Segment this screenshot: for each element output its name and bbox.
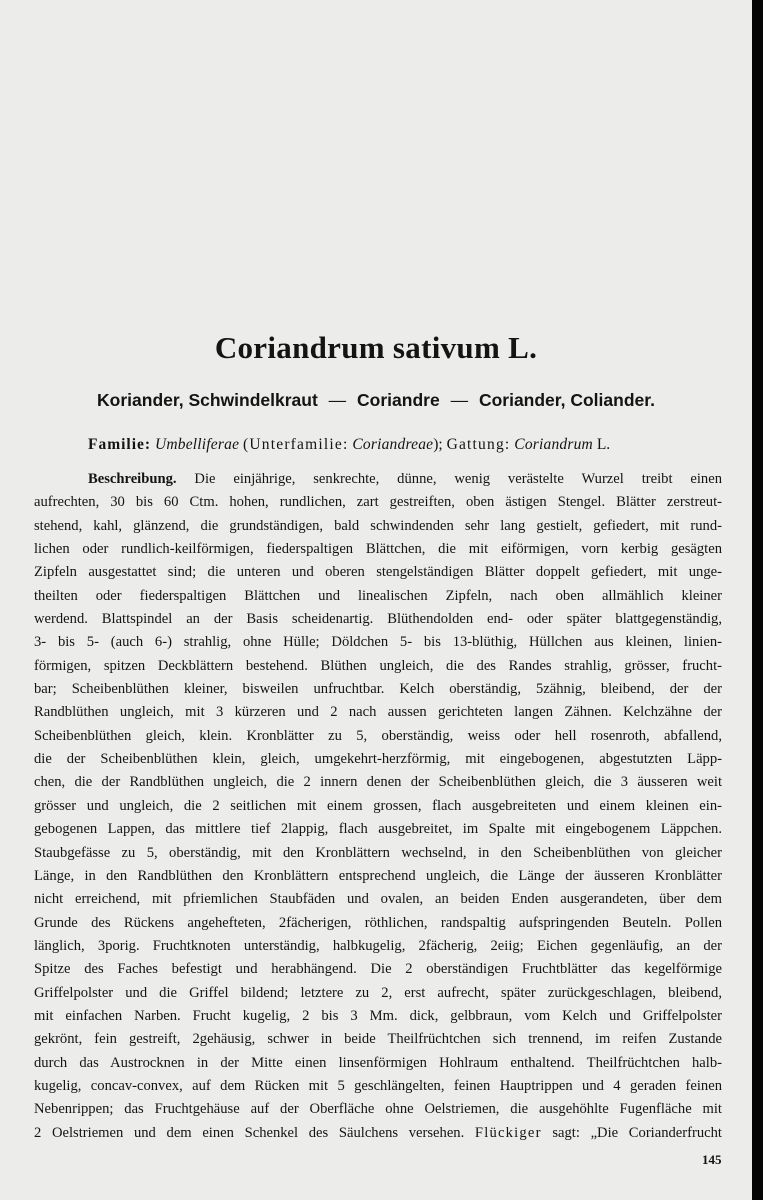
text-line: länglich, 3porig. Fruchtknoten unterständig, halbkugelig, 2fächerig, 2eiig; Eichen gegenläufig, an der <box>34 937 722 954</box>
text-line: kugelig, concav-convex, auf dem Rücken mit 5 geschlängelten, feinen Hauptrippen und 4 geraden feinen <box>34 1077 722 1094</box>
text-line: werdend. Blattspindel an der Basis scheidenartig. Blüthendolden end- oder später blattgegenständig, <box>34 611 722 628</box>
text-line: bar; Scheibenblüthen kleiner, bisweilen unfruchtbar. Kelch oberständig, 5zähnig, bleibend, der der <box>34 681 722 698</box>
text-line: Griffelpolster und die Griffel bildend; letztere zu 2, erst aufrecht, später zurückgeschlagen, bleibend, <box>34 984 722 1001</box>
text-line: gebogenen Lappen, das mittlere tief 2lappig, flach ausgebreitet, im Spalte mit eingebogenem Läppchen. <box>34 821 722 838</box>
text-line: nicht erreichend, mit pfriemlichen Staubfäden und ovalen, an beiden Enden ausgerandeten, über dem <box>34 891 722 908</box>
text-line: Scheibenblüthen gleich, klein. Kronblätter zu 5, oberständig, weiss oder hell rosenroth, abfallend, <box>34 727 722 744</box>
text-line: mit einfachen Narben. Frucht kugelig, 2 bis 3 Mm. dick, gelbbraun, vom Kelch und Griffelpolster <box>34 1007 722 1024</box>
family-line <box>88 436 708 454</box>
text-line: Grunde des Rückens angehefteten, 2fächerigen, röthlichen, randspaltig aufspringenden Beuteln. Pollen <box>34 914 722 931</box>
page-number: 145 <box>702 1152 722 1167</box>
text-line: aufrechten, 30 bis 60 Ctm. hohen, rundlichen, zart gestreiften, oben ästigen Stengel. Blätter zerstreut- <box>34 494 722 511</box>
text-line: Zipfeln ausgestattet sind; die unteren und oberen stengelständigen Blätter doppelt gefiedert, mit unge- <box>34 564 722 581</box>
genus-name: Coriandrum <box>514 436 593 453</box>
text-line: Spitze des Faches befestigt und herabhängend. Die 2 oberständigen Fruchtblätter das kegelförmige <box>34 961 722 978</box>
text-line: lichen oder rundlich-keilförmigen, fiederspaltigen Blättchen, die mit eiförmigen, vorn kerbig gesägten <box>34 541 722 558</box>
common-name-english: Coriander, Coliander. <box>478 390 655 410</box>
genus-author: L. <box>596 436 611 453</box>
common-name-french: Coriandre <box>357 390 440 410</box>
author-name: Flückiger <box>474 1124 542 1141</box>
text-line: theilten oder fiederspaltigen Blättchen und linealischen Zipfeln, nach oben allmählich kleiner <box>34 587 722 604</box>
text-line: Länge, in den Randblüthen den Kronblättern entsprechend ungleich, die Länge der äusseren Kronblätter <box>34 867 722 884</box>
subfamily-label: (Unterfamilie: <box>243 436 349 453</box>
text-line: chen, die der Randblüthen ungleich, die 2 innern denen der Scheibenblüthen gleich, die 3 äusseren weit <box>34 774 722 791</box>
common-names <box>0 390 752 411</box>
scan-border <box>752 0 763 1200</box>
text-line: Staubgefässe zu 5, oberständig, mit den Kronblättern wechselnd, in den Scheibenblüthen von gleicher <box>34 844 722 861</box>
text-line: förmigen, spitzen Deckblättern bestehend. Blüthen ungleich, die des Randes strahlig, grösser, frucht- <box>34 657 722 674</box>
description-label: Beschreibung. <box>88 471 177 487</box>
text-line: 3- bis 5- (auch 6-) strahlig, ohne Hülle; Döldchen 5- bis 13-blüthig, Hüllchen aus kleinen, linien- <box>34 634 722 651</box>
description-body <box>34 468 722 1145</box>
subfamily-close: ); <box>433 436 443 453</box>
subfamily-name: Coriandreae <box>352 436 434 453</box>
text-line: stehend, kahl, glänzend, die grundständigen, bald schwindenden sehr lang gestielt, gefiedert, mit rund- <box>34 517 722 534</box>
family-name: Umbelliferae <box>154 436 240 453</box>
text-line: grösser und ungleich, die 2 seitlichen mit einem grossen, flach ausgebreiteten und einem kleinen ein- <box>34 797 722 814</box>
common-name-german: Koriander, Schwindelkraut <box>97 390 318 410</box>
separator-dash: — <box>450 390 469 410</box>
text-line: durch das Austrocknen in der Mitte einen linsenförmigen Hohlraum enthaltend. Theilfrüchtchen halb- <box>34 1054 722 1071</box>
separator-dash: — <box>328 390 347 410</box>
genus-label: Gattung: <box>446 436 511 453</box>
text-line: Nebenrippen; das Fruchtgehäuse auf der Oberfläche ohne Oelstriemen, die ausgehöhlte Fugenfläche mit <box>34 1101 722 1118</box>
text-line: gekrönt, fein gestreift, 2gehäusig, schwer in beide Theilfrüchtchen sich trennend, im reifen Zustande <box>34 1031 722 1048</box>
text-line: die der Scheibenblüthen klein, gleich, umgekehrt-herzförmig, mit eingebogenen, abgestutzten Läpp- <box>34 751 722 768</box>
text-line: Beschreibung. Die einjährige, senkrechte, dünne, wenig verästelte Wurzel treibt einen <box>88 471 722 487</box>
page-title: Coriandrum sativum L. <box>214 330 538 365</box>
text-line: Randblüthen ungleich, mit 3 kürzeren und 2 nach aussen gerichteten langen Zähnen. Kelchzähne der <box>34 704 722 721</box>
family-label: Familie: <box>88 436 152 453</box>
text-line: 2 Oelstriemen und dem einen Schenkel des Säulchens versehen. Flückiger sagt: „Die Corianderfrucht <box>34 1124 722 1141</box>
